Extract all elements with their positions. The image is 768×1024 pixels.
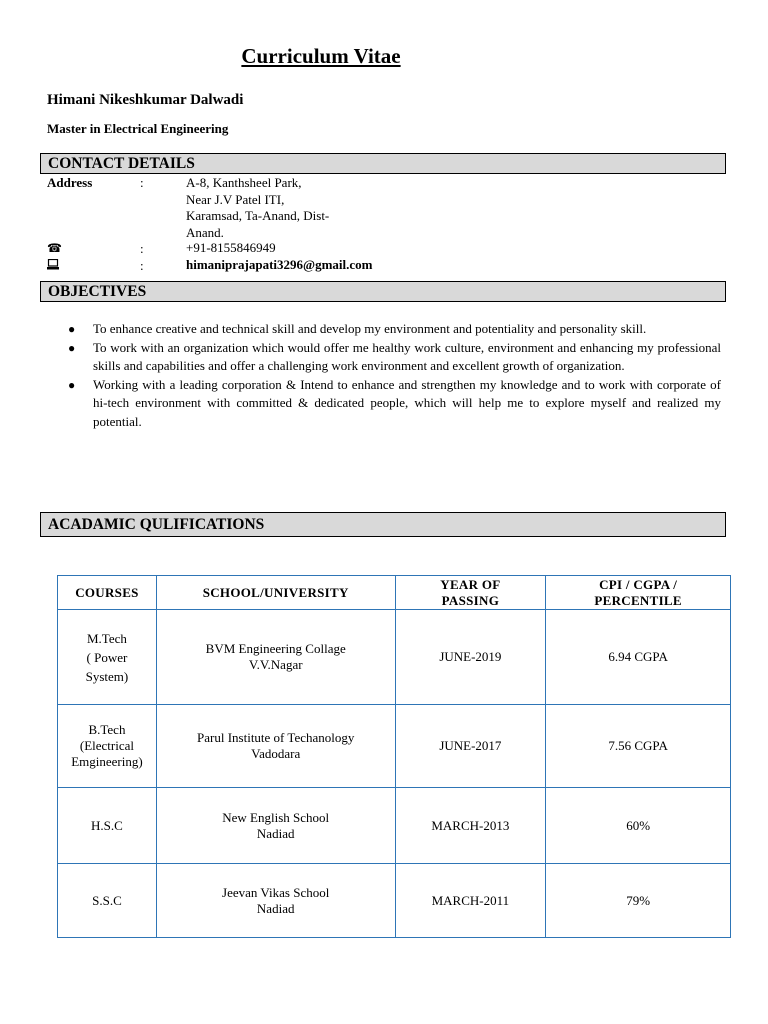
school-cell: Jeevan Vikas School Nadiad bbox=[156, 864, 395, 938]
column-header-courses: COURSES bbox=[58, 576, 157, 610]
year-cell: JUNE-2019 bbox=[395, 610, 546, 705]
objectives-heading: OBJECTIVES bbox=[40, 281, 726, 302]
school-cell: New English School Nadiad bbox=[156, 788, 395, 864]
table-row bbox=[58, 788, 731, 864]
score-cell: 60% bbox=[546, 788, 731, 864]
course-cell: M.Tech ( Power System) bbox=[58, 610, 157, 705]
score-cell: 6.94 CGPA bbox=[546, 610, 731, 705]
email-colon: : bbox=[140, 258, 144, 273]
academic-heading: ACADAMIC QULIFICATIONS bbox=[40, 512, 726, 537]
phone-icon: ☎ bbox=[47, 241, 62, 255]
academic-table bbox=[57, 575, 731, 938]
address-value bbox=[186, 175, 329, 241]
year-cell: JUNE-2017 bbox=[395, 705, 546, 788]
address-line: Anand. bbox=[186, 224, 224, 240]
column-header-year: YEAR OF PASSING bbox=[395, 576, 546, 610]
phone-number: +91-8155846949 bbox=[186, 240, 276, 255]
email-address[interactable]: himaniprajapati3296@gmail.com bbox=[186, 257, 373, 272]
list-item: ● To enhance creative and technical skill and develop my environment and potentiality and personality skill. bbox=[68, 321, 647, 336]
candidate-name: Himani Nikeshkumar Dalwadi bbox=[47, 92, 244, 108]
score-cell: 7.56 CGPA bbox=[546, 705, 731, 788]
email-icon bbox=[47, 258, 59, 274]
candidate-degree: Master in Electrical Engineering bbox=[47, 121, 229, 136]
address-line: Karamsad, Ta-Anand, Dist- bbox=[186, 208, 330, 223]
school-cell: Parul Institute of Techanology Vadodara bbox=[156, 705, 395, 788]
course-cell: S.S.C bbox=[58, 864, 157, 938]
contact-details-heading: CONTACT DETAILS bbox=[40, 153, 726, 174]
score-cell: 79% bbox=[546, 864, 731, 938]
table-row bbox=[58, 864, 731, 938]
address-label: Address bbox=[47, 175, 93, 190]
table-row bbox=[58, 705, 731, 788]
column-header-school: SCHOOL/UNIVERSITY bbox=[156, 576, 395, 610]
page-title: Curriculum Vitae bbox=[241, 44, 401, 68]
table-row bbox=[58, 610, 731, 705]
list-item: ● Working with a leading corporation & Intend to enhance and strengthen my knowledge and to work with corporate of hi-tech environment with committed & dedicated people, which will help me to explore myself and realized my potential. bbox=[68, 376, 721, 429]
course-cell: B.Tech (Electrical Emgineering) bbox=[58, 705, 157, 788]
objectives-list bbox=[65, 320, 721, 431]
address-line: A-8, Kanthsheel Park, bbox=[186, 175, 302, 190]
phone-colon: : bbox=[140, 241, 144, 256]
address-colon: : bbox=[140, 175, 144, 190]
course-cell: H.S.C bbox=[58, 788, 157, 864]
year-cell: MARCH-2013 bbox=[395, 788, 546, 864]
address-line: Near J.V Patel ITI, bbox=[186, 191, 285, 207]
column-header-score: CPI / CGPA / PERCENTILE bbox=[546, 576, 731, 610]
list-item: ● To work with an organization which would offer me healthy work culture, environment and enhancing my professional skills and capabilities and offer a challenging work environment and excellent growth of organization. bbox=[68, 339, 721, 373]
table-header-row bbox=[58, 576, 731, 610]
year-cell: MARCH-2011 bbox=[395, 864, 546, 938]
school-cell: BVM Engineering Collage V.V.Nagar bbox=[156, 610, 395, 705]
